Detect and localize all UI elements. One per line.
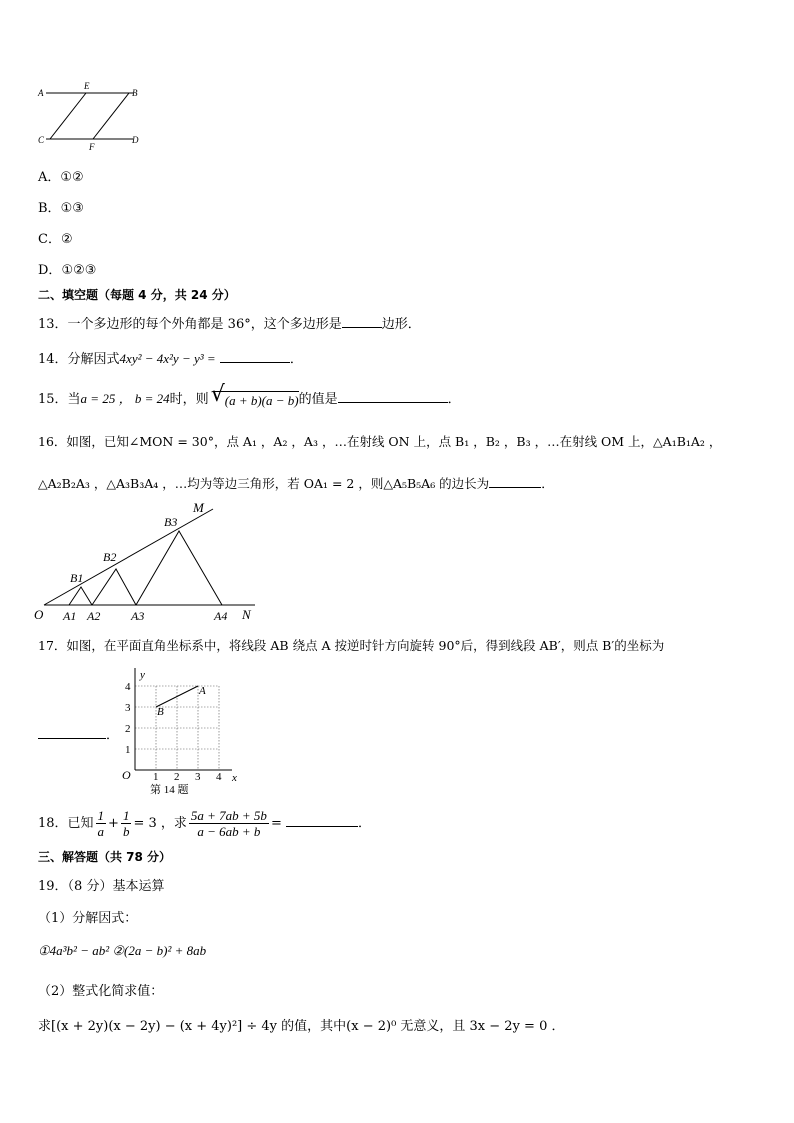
fig16-label-B3 <box>164 515 177 529</box>
q15-mid: 时，则 <box>169 392 209 407</box>
question-14 <box>38 348 303 367</box>
option-a-letter: A． <box>38 170 61 185</box>
fig17-y-tick-1: 1 <box>125 744 131 756</box>
q18-frac-3: $\frac{5a + 7ab + 5b}{a - 6ab + b}$ <box>190 808 267 839</box>
q14-prefix: 14．分解因式 <box>38 352 120 367</box>
q15-end: ． <box>447 392 461 407</box>
question-19-part2: （2）整式化简求值： <box>38 984 164 999</box>
question-17: 17．如图，在平面直角坐标系中，将线段 AB 绕点 A 按逆时针方向旋转 90°后，得到线段 AB′，则点 B′的坐标为 <box>38 638 665 653</box>
label-A: A <box>38 88 44 98</box>
question-19-part1: （1）分解因式： <box>38 911 138 926</box>
fig16-label-A1 <box>62 609 76 623</box>
svg-text:A1: A1 <box>63 609 77 623</box>
fig17-point-B: B <box>157 706 164 718</box>
q13-suffix: 边形． <box>381 317 421 332</box>
equilateral-triangles-figure <box>30 498 270 626</box>
label-C: C <box>38 135 45 145</box>
fig16-label-A2 <box>86 609 100 623</box>
q13-answer-blank[interactable] <box>342 313 382 328</box>
q16-answer-blank[interactable] <box>489 473 541 488</box>
q15-prefix: 15．当 <box>38 392 81 407</box>
option-c[interactable] <box>38 228 73 247</box>
fig17-y-tick-3: 3 <box>125 702 131 714</box>
fig17-caption: 第 14 题 <box>150 784 189 796</box>
fig17-y-label: y <box>140 669 145 681</box>
option-d-letter: D． <box>38 263 62 278</box>
question-16-line2 <box>38 473 554 492</box>
section-3-heading: 三、解答题（共 78 分） <box>38 850 172 864</box>
svg-text:A2: A2 <box>87 609 101 623</box>
option-d[interactable] <box>38 259 96 278</box>
q15-radicand: (a + b)(a − b) <box>224 392 299 408</box>
question-15 <box>38 381 461 409</box>
fig16-label-O: O <box>34 607 44 622</box>
question-19-expr2: 求[(x + 2y)(x − 2y) − (x + 4y)²] ÷ 4y 的值，其中(x − 2)⁰ 无意义，且 3x − 2y = 0 ． <box>38 1019 565 1034</box>
svg-text:B1: B1 <box>70 571 84 585</box>
svg-text:B3: B3 <box>164 515 178 529</box>
fig17-x-label: x <box>232 772 237 784</box>
option-d-value: ①②③ <box>61 263 97 278</box>
label-D: D <box>132 135 139 145</box>
label-E: E <box>84 81 90 91</box>
fig17-x-tick-2: 2 <box>174 771 180 783</box>
q14-suffix: ． <box>289 352 303 367</box>
question-18: 18．已知 $\frac{1}{a}$ + $\frac{1}{b}$ = 3 ，求 $\frac{5a + 7ab + 5b}{a - 6ab + b}$ = ． <box>38 808 371 839</box>
q18-prefix: 18．已知 <box>38 816 94 831</box>
q16-line2-prefix: △A₂B₂A₃ ，△A₃B₃A₄ ，…均为等边三角形，若 OA₁ = 2 ，则△A₅B₅A₆ 的边长为 <box>38 476 490 491</box>
q18-mid: = 3 ，求 <box>133 816 187 831</box>
option-c-letter: C． <box>38 232 61 247</box>
q16-line2-suffix: ． <box>541 476 554 491</box>
section-2-heading: 二、填空题（每题 4 分，共 24 分） <box>38 288 236 302</box>
fig17-origin: O <box>122 768 131 782</box>
q18-suffix: ． <box>357 816 371 831</box>
q17-answer <box>38 724 119 743</box>
question-13 <box>38 313 421 332</box>
option-a-value: ①② <box>60 170 84 185</box>
fig16-label-B2 <box>103 550 116 564</box>
option-a[interactable] <box>38 166 84 185</box>
fig17-y-tick-4: 4 <box>125 681 131 693</box>
coordinate-grid-figure <box>116 664 256 800</box>
q18-eq: = <box>270 816 282 831</box>
parallelogram-figure <box>36 80 146 152</box>
sqrt-icon: √ <box>210 381 225 407</box>
fig17-point-A: A <box>199 685 206 697</box>
q15-suffix: 的值是 <box>298 392 338 407</box>
q13-prefix: 13．一个多边形的每个外角都是 36°，这个多边形是 <box>38 317 342 332</box>
grid-lines <box>135 686 219 770</box>
fig16-label-B1 <box>70 571 83 585</box>
svg-text:A3: A3 <box>131 609 145 623</box>
option-c-value: ② <box>60 232 73 247</box>
option-b[interactable] <box>38 197 84 216</box>
fig17-x-tick-4: 4 <box>216 771 222 783</box>
fig17-x-tick-1: 1 <box>153 771 159 783</box>
q18-frac-1: $\frac{1}{a}$ <box>97 808 105 839</box>
q14-answer-blank[interactable] <box>220 348 290 363</box>
q17-suffix: ． <box>106 728 120 743</box>
label-B: B <box>132 88 138 98</box>
question-19-expr1: ①4a³b² − ab² ②(2a − b)² + 8ab <box>38 943 207 958</box>
option-b-letter: B． <box>38 201 61 216</box>
q18-frac-2: $\frac{1}{b}$ <box>122 808 130 839</box>
q15-sqrt <box>210 381 299 409</box>
q17-answer-blank[interactable] <box>38 724 106 739</box>
fig17-y-tick-2: 2 <box>125 723 131 735</box>
fig16-label-A4 <box>213 609 227 623</box>
fig16-label-A3 <box>130 609 144 623</box>
fig16-label-M: M <box>193 500 204 515</box>
fig16-label-N: N <box>242 607 251 622</box>
label-F: F <box>89 142 95 152</box>
question-16-line1: 16．如图，已知∠MON = 30°，点 A₁ ，A₂ ，A₃ ，…在射线 ON 上，点 B₁ ，B₂ ，B₃ ，…在射线 OM 上，△A₁B₁A₂ ， <box>38 434 722 449</box>
option-b-value: ①③ <box>60 201 84 216</box>
q14-expression: 4xy² − 4x²y − y³ = <box>119 351 216 366</box>
question-19-title: 19．（8 分）基本运算 <box>38 879 165 894</box>
svg-text:B2: B2 <box>103 550 117 564</box>
svg-text:A4: A4 <box>214 609 228 623</box>
q18-answer-blank[interactable] <box>286 812 358 827</box>
fig17-x-tick-3: 3 <box>195 771 201 783</box>
q15-condition: a = 25 ， b = 24 <box>80 391 170 406</box>
q15-answer-blank[interactable] <box>338 388 448 403</box>
